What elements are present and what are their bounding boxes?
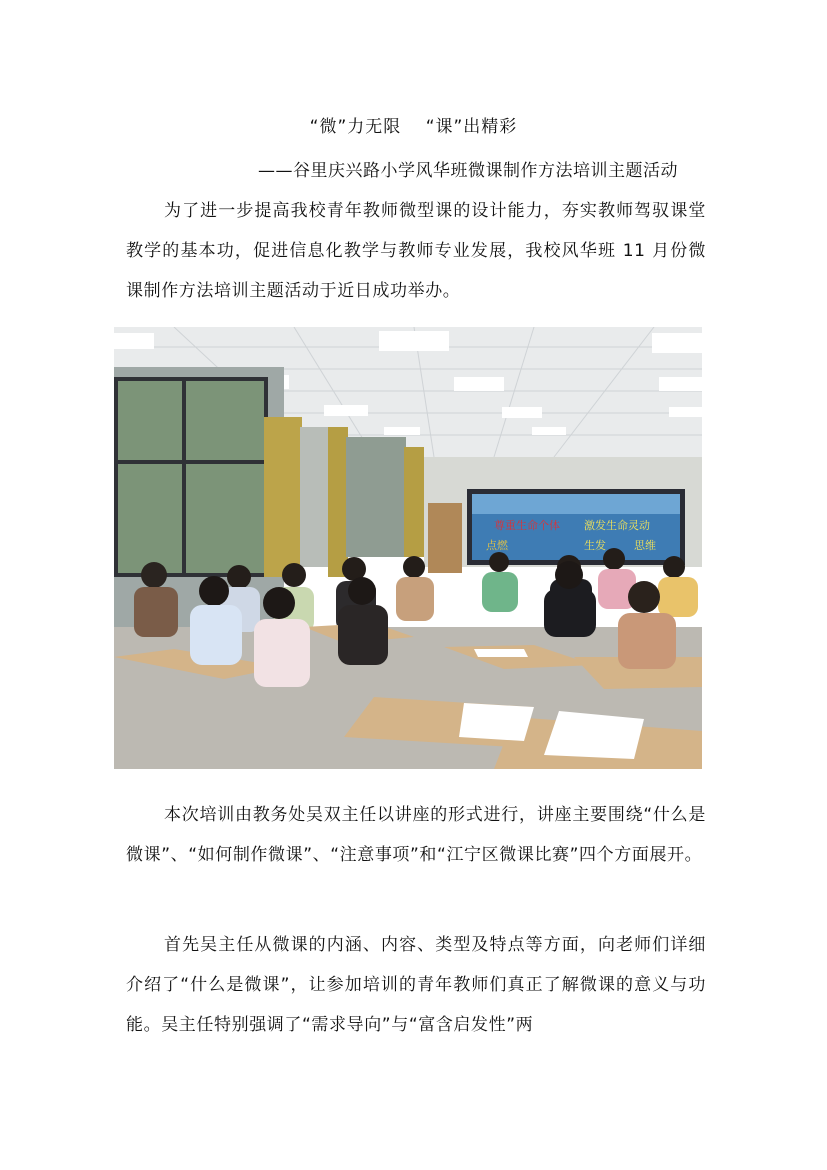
screen-text-5: 思维 [634, 539, 656, 552]
body-paragraph-2: 首先吴主任从微课的内涵、内容、类型及特点等方面，向老师们详细介绍了“什么是微课”，让参加培训的青年教师们真正了解微课的意义与功能。吴主任特别强调了“需求导向”与“富含启发性”两 [126, 935, 706, 1035]
article-subtitle: ——谷里庆兴路小学风华班微课制作方法培训主题活动 [258, 161, 678, 181]
screen-text-4: 生发 [584, 539, 606, 552]
screen-text-2: 点燃 [486, 539, 508, 552]
body-paragraph-1: 本次培训由教务处吴双主任以讲座的形式进行，讲座主要围绕“什么是微课”、“如何制作微课”、“注意事项”和“江宁区微课比赛”四个方面展开。 [126, 805, 706, 865]
article-title: “微”力无限 “课”出精彩 [309, 117, 518, 137]
screen-text-1: 尊重生命个体 [494, 519, 560, 532]
screen-text-3: 激发生命灵动 [584, 519, 650, 532]
classroom-photo [114, 327, 702, 769]
intro-paragraph: 为了进一步提高我校青年教师微型课的设计能力，夯实教师驾驭课堂教学的基本功，促进信息化教学与教师专业发展，我校风华班 11 月份微课制作方法培训主题活动于近日成功举办。 [126, 201, 706, 301]
